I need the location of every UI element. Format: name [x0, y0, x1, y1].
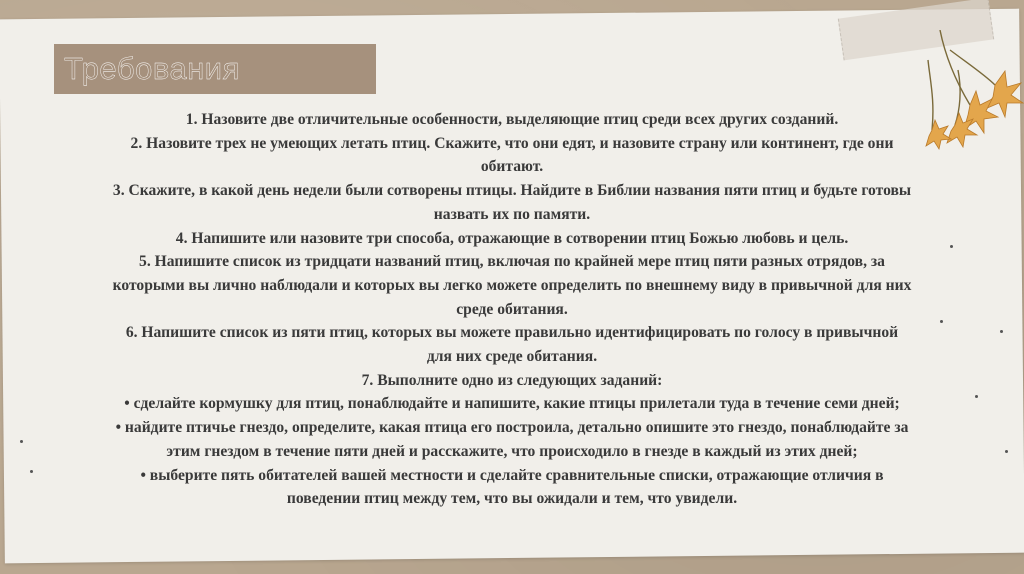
text-line: 2. Назовите трех не умеющих летать птиц. Скажите, что они едят, и назовите страну или континент, где они [130, 134, 894, 152]
ink-speck [1005, 450, 1008, 453]
text-line: поведении птиц между тем, что вы ожидали и тем, что увидели. [286, 490, 738, 508]
requirements-text [4, 108, 1020, 511]
ink-speck [20, 440, 23, 443]
text-line: 7. Выполните одно из следующих заданий: [361, 371, 663, 389]
text-line: • найдите птичье гнездо, определите, какая птица его построила, детально опишите это гнездо, понаблюдайте за [115, 419, 909, 437]
text-line: обитают. [480, 158, 544, 176]
text-line: 3. Скажите, в какой день недели были сотворены птицы. Найдите в Библии названия пяти птиц и будьте готовы [112, 182, 912, 200]
text-line: • выберите пять обитателей вашей местности и сделайте сравнительные списки, отражающие отличия в [140, 466, 884, 484]
text-line: которыми вы лично наблюдали и которых вы легко можете определить по внешнему виду в привычной для них [112, 276, 912, 294]
ink-speck [975, 395, 978, 398]
text-line: для них среде обитания. [426, 348, 598, 366]
title-banner [54, 44, 376, 94]
ink-speck [1000, 330, 1003, 333]
page-title: Требования [64, 51, 240, 86]
text-line: • сделайте кормушку для птиц, понаблюдайте и напишите, какие птицы прилетали туда в течение семи дней; [124, 395, 900, 413]
text-line: 1. Назовите две отличительные особенности, выделяющие птиц среди всех других созданий. [185, 111, 839, 128]
text-line: 5. Напишите список из тридцати названий птиц, включая по крайней мере птиц пяти разных отрядов, за [139, 253, 885, 271]
text-line: 6. Напишите список из пяти птиц, которых вы можете правильно идентифицировать по голосу в привычной [125, 324, 899, 342]
text-line: этим гнездом в течение пяти дней и расскажите, что происходило в гнезде в каждый из этих дней; [166, 442, 858, 460]
ink-speck [30, 470, 33, 473]
text-line: назвать их по памяти. [433, 205, 591, 223]
text-line: среде обитания. [456, 300, 568, 318]
ink-speck [950, 245, 953, 248]
text-line: 4. Напишите или назовите три способа, отражающие в сотворении птиц Божью любовь и цель. [175, 229, 849, 247]
ink-speck [940, 320, 943, 323]
